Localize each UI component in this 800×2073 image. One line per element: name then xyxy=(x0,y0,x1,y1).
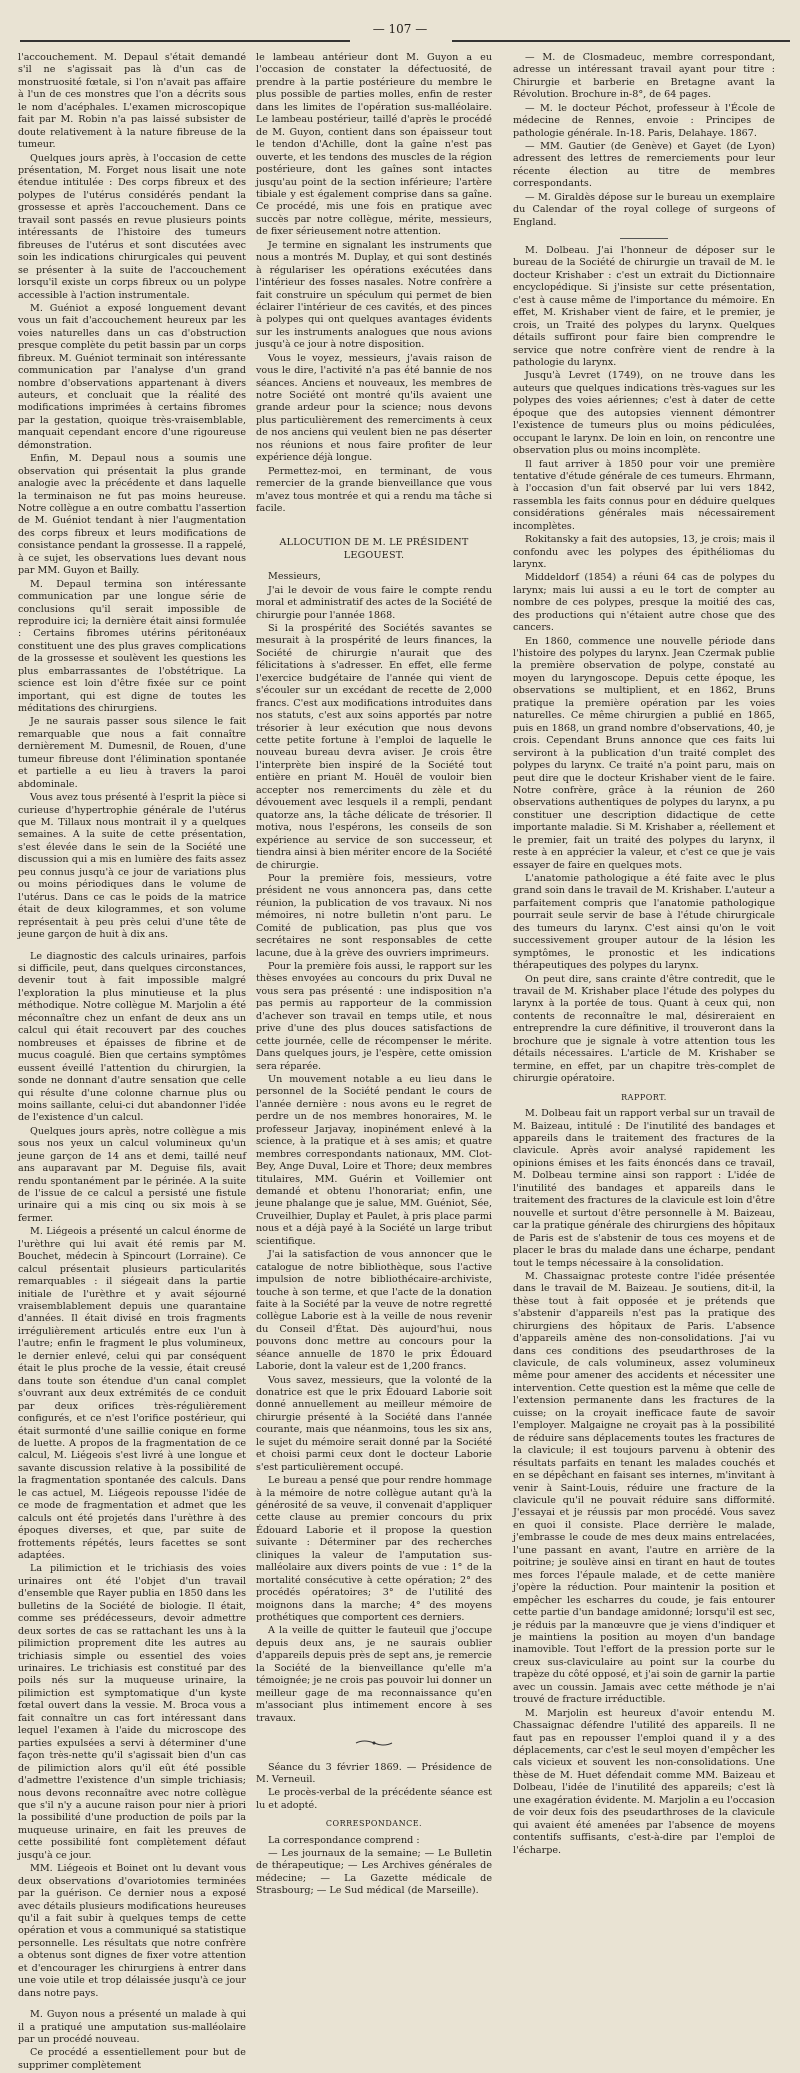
column-1 xyxy=(18,52,246,2073)
paragraph: Je ne saurais passer sous silence le fait remarquable que nous a fait connaître dernièrement M. Dumesnil, de Rouen, d'une tumeur fibreuse dont l'élimination spontanée et partielle a eu lieu à travers la paroi abdominale. xyxy=(18,716,246,790)
paragraph: M. Chassaignac proteste contre l'idée présentée dans le travail de M. Baizeau. Je soutiens, dit-il, la thèse tout à fait opposée et je prétends que s'abstenir d'appareils n'est pas la pratique des chirurgiens des hôpitaux de Paris. L'absence d'appareils amène des non-consolidations. J'ai vu dans ces conditions des pseudarthroses de la clavicule, de cals volumineux, assez volumineux même pour amener des accidents et nécessiter une intervention. Cette question est la même que celle de l'extension permanente dans les fractures de la cuisse; on la croyait inefficace faute de savoir l'employer. Malgaigne ne croyait pas à la possibilité de réduire sans déplacements toutes les fractures de la clavicule; il est toujours parvenu à obtenir des résultats parfaits en tenant les malades couchés et en se dépêchant en faisant ses internes, m'invitant à venir à Saint-Louis, réduire une fracture de la clavicule qu'il ne pouvait réduire sans difformité. J'essayai et je réussis par mon procédé. Vous savez en quoi il consiste. Place derrière le malade, j'embrasse le coude de mes deux mains entrelacées, l'une passant en avant, l'autre en arrière de la poitrine; je soulève ainsi en tirant en haut de toutes mes forces l'épaule malade, et de cette manière j'opère la réduction. Pour maintenir la position et empêcher les escharres du coude, je fais entourer cette partie d'un bandage amidonné; lorsqu'il est sec, je réduis par la manœuvre que je viens d'indiquer et je maintiens la position au moyen d'un bandage inamovible. Tout l'effort de la pression porte sur le creux sus-claviculaire au point sur la courbe du trapèze du côté opposé, et j'ai soin de garnir la partie avec un coussin. Jamais avec cette méthode je n'ai trouvé de fracture irréductible. xyxy=(513,1270,775,1706)
paragraph: M. Guyon nous a présenté un malade à qui il a pratiqué une amputation sus-malléolaire par un procédé nouveau. xyxy=(18,2009,246,2046)
paragraph: Vous savez, messieurs, que la volonté de la donatrice est que le prix Édouard Laborie soit donné annuellement au meilleur mémoire de chirurgie présenté à la Société dans l'année courante, mais que néanmoins, tous les six ans, le sujet du mémoire serait donné par la Société et choisi parmi ceux dont le docteur Laborie s'est particulièrement occupé. xyxy=(256,1374,492,1473)
paragraph: En 1860, commence une nouvelle période dans l'histoire des polypes du larynx. Jean Czermak publie la première observation de polype, constaté au moyen du laryngoscope. Depuis cette époque, les observations se multiplient, et en 1862, Bruns pratique la première opération par les voies naturelles. Ce même chirurgien a publié en 1865, puis en 1868, un grand nombre d'observations, 40, je crois. Cependant Bruns annonce que ces faits lui serviront à la publication d'un traité complet des polypes du larynx. Ce traité n'a point paru, mais on peut dire que le docteur Krishaber vient de le faire. Notre confrère, grâce à la réunion de 260 observations authentiques de polypes du larynx, a pu constituer une description didactique de cette importante maladie. Si M. Krishaber a, réellement et le premier, fait un traité des polypes du larynx, il reste à en apprécier la valeur, et c'est ce que je vais essayer de faire en quelques mots. xyxy=(513,635,775,871)
paragraph: Vous le voyez, messieurs, j'avais raison de vous le dire, l'activité n'a pas été bannie de nos séances. Anciens et nouveaux, les membres de notre Société ont montré qu'ils avaient une grande ardeur pour la science; nous devons plus particulièrement des remerciments à ceux de nos anciens qui veulent bien ne pas déserter nos réunions et nous faire profiter de leur expérience déjà longue. xyxy=(256,352,492,464)
allocution-title: ALLOCUTION DE M. LE PRÉSIDENT LEGOUEST. xyxy=(279,537,469,561)
column-2 xyxy=(256,52,492,1899)
paragraph: Pour la première fois, messieurs, votre président ne vous annoncera pas, dans cette réunion, la publication de vos travaux. Ni nos mémoires, ni notre bulletin n'ont paru. Le Comité de publication, pas plus que vos secrétaires ne sont responsables de cette lacune, due à la grève des ouvriers imprimeurs. xyxy=(256,872,492,959)
paragraph: l'accouchement. M. Depaul s'était demandé s'il ne s'agissait pas là d'un cas de monstruosité fœtale, si l'on n'avait pas affaire à l'un de ces monstres que l'on a décrits sous le nom d'acéphales. L'examen microscopique fait par M. Robin n'a pas laissé subsister de doute relativement à la nature fibreuse de la tumeur. xyxy=(18,52,246,151)
paragraph: L'anatomie pathologique a été faite avec le plus grand soin dans le travail de M. Krishaber. L'auteur a parfaitement compris que l'anatomie pathologique pourrait seule servir de base à l'étude chirurgicale des tumeurs du larynx. C'est ainsi qu'on le voit successivement grouper autour de la lésion les symptômes, le pronostic et les indications thérapeutiques des polypes du larynx. xyxy=(513,873,775,972)
paragraph: Ce procédé a essentiellement pour but de supprimer complètement xyxy=(18,2047,246,2071)
paragraph: — Les journaux de la semaine; — Le Bulletin de thérapeutique; — Les Archives générales de médecine; — La Gazette médicale de Strasbourg; — Le Sud médical (de Marseille). xyxy=(256,1848,492,1897)
paragraph: le lambeau antérieur dont M. Guyon a eu l'occasion de constater la défectuosité, de prendre à la partie postérieure du membre le plus possible de parties molles, enfin de rester dans les limites de l'opération sus-malléolaire. Le lambeau postérieur, taillé d'après le procédé de M. Guyon, contient dans son épaisseur tout le tendon d'Achille, dont la gaîne n'est pas ouverte, et les tendons des muscles de la région postérieure, dont les gaînes sont intactes jusqu'au point de la section inférieure; l'artère tibiale y est également comprise dans sa gaîne. Ce procédé, mis une fois en pratique avec succès par notre collègue, mérite, messieurs, de fixer sérieusement notre attention. xyxy=(256,52,492,238)
paragraph: M. Marjolin est heureux d'avoir entendu M. Chassaignac défendre l'utilité des appareils. Il ne faut pas en repousser l'emploi quand il y a des déplacements, car c'est le seul moyen d'empêcher les cals vicieux et souvent les non-consolidations. Une thèse de M. Huet défendait comme MM. Baizeau et Dolbeau, l'idée de l'inutilité des appareils; c'est là une exagération évidente. M. Marjolin a eu l'occasion de voir deux fois des pseudarthroses de la clavicule qui avaient été amenées par l'absence de moyens contentifs suffisants, c'est-à-dire par l'emploi de l'écharpe. xyxy=(513,1707,775,1856)
paragraph: — M. le docteur Péchot, professeur à l'École de médecine de Rennes, envoie : Principes de pathologie générale. In-18. Paris, Delahaye. 1867. xyxy=(513,102,775,139)
paragraph: Le bureau a pensé que pour rendre hommage à la mémoire de notre collègue autant qu'à la générosité de sa veuve, il convenait d'appliquer cette clause au premier concours du prix Édouard Laborie et il propose la question suivante : Déterminer par des recherches cliniques la valeur de l'amputation sus-malléolaire aux divers points de vue : 1° de la mortalité consécutive à cette opération; 2° des procédés opératoires; 3° de l'utilité des moignons dans la marche; 4° des moyens prothétiques que comportent ces derniers. xyxy=(256,1475,492,1624)
paragraph: — M. Giraldès dépose sur le bureau un exemplaire du Calendar of the royal college of surgeons of England. xyxy=(513,191,775,228)
paragraph: Jusqu'à Levret (1749), on ne trouve dans les auteurs que quelques indications très-vagues sur les polypes des voies aériennes; c'est à dater de cette époque que des autopsies viennent démontrer l'existence de tumeurs plus ou moins pédiculées, occupant le larynx. De loin en loin, on rencontre une observation plus ou moins incomplète. xyxy=(513,370,775,457)
header-rule-right xyxy=(452,40,790,42)
header-rule-left xyxy=(20,40,350,42)
paragraph: Vous avez tous présenté à l'esprit la pièce si curieuse d'hypertrophie générale de l'utérus que M. Tillaux nous montrait il y a quelques semaines. A la suite de cette présentation, s'est élevée dans le sein de la Société une discussion qui a mis en lumière des faits assez peu connus jusqu'à ce jour de variations plus ou moins périodiques dans le volume de l'utérus. Dans ce cas le poids de la matrice était de deux kilogrammes, et son volume représentait à peu près celui d'une tête de jeune garçon de huit à dix ans. xyxy=(18,792,246,941)
paragraph: M. Dolbeau. J'ai l'honneur de déposer sur le bureau de la Société de chirurgie un travail de M. le docteur Krishaber : c'est un extrait du Dictionnaire encyclopédique. Si j'insiste sur cette présentation, c'est à cause même de l'importance du mémoire. En effet, M. Krishaber vient de faire, et le premier, je crois, un Traité des polypes du larynx. Quelques détails suffiront pour faire bien comprendre le service que notre confrère vient de rendre à la pathologie du larynx. xyxy=(513,245,775,369)
salutation: Messieurs, xyxy=(268,571,321,583)
paragraph: — M. de Closmadeuc, membre correspondant, adresse un intéressant travail ayant pour titre : Chirurgie et barberie en Bretagne avant la Révolution. Brochure in-8°, de 64 pages. xyxy=(513,52,775,101)
paragraph: M. Depaul termina son intéressante communication par une longue série de conclusions qu'il serait impossible de reproduire ici; la dernière était ainsi formulée : Certains fibromes utérins péritonéaux constituent une des plus graves complications de la grossesse et soulèvent les questions les plus embarrassantes de l'obstétrique. La science est loin d'être fixée sur ce point important, qui est digne de toutes les méditations des chirurgiens. xyxy=(18,578,246,715)
paragraph: On peut dire, sans crainte d'être contredit, que le travail de M. Krishaber place l'étude des polypes du larynx à la portée de tous. Quant à ceux qui, non contents de reconnaître le mal, désireraient en entreprendre la cure définitive, il trouveront dans la brochure que je signale à votre attention tous les détails nécessaires. L'article de M. Krishaber se termine, en effet, par un chapitre très-complet de chirurgie opératoire. xyxy=(513,973,775,1085)
seance-heading: Séance du 3 février 1869. — Présidence de M. Verneuil. xyxy=(256,1761,492,1785)
paragraph: Quelques jours après, à l'occasion de cette présentation, M. Forget nous lisait une note étendue intitulée : Des corps fibreux et des polypes de l'utérus considérés pendant la grossesse et après l'accouchement. Dans ce travail sont passés en revue plusieurs points intéressants de l'histoire des tumeurs fibreuses de l'utérus et sont discutées avec soin les indications chirurgicales qui peuvent se présenter à la suite de l'accouchement lorsqu'il existe un corps fibreux ou un polype accessible à l'action instrumentale. xyxy=(18,152,246,301)
paragraph: MM. Liégeois et Boinet ont lu devant vous deux observations d'ovariotomies terminées par la guérison. Ce dernier nous a exposé avec détails plusieurs modifications heureuses qu'il a fait subir à quelques temps de cette opération et vous a communiqué sa statistique personnelle. Les résultats que notre confrère a obtenus sont dignes de fixer votre attention et d'encourager les chirurgiens à entrer dans une voie utile et trop délaissée jusqu'à ce jour dans notre pays. xyxy=(18,1863,246,1999)
paragraph: La correspondance comprend : xyxy=(268,1834,420,1846)
paragraph: Permettez-moi, en terminant, de vous remercier de la grande bienveillance que vous m'avez tous montrée et qui a rendu ma tâche si facile. xyxy=(256,465,492,514)
paragraph: Enfin, M. Depaul nous a soumis une observation qui présentait la plus grande analogie avec la précédente et dans laquelle la terminaison ne fut pas moins heureuse. Notre collègue a en outre combattu l'assertion de M. Guéniot tendant à nier l'augmentation des corps fibreux et leurs modifications de consistance pendant la grossesse. Il a rappelé, à ce sujet, les observations lues devant nous par MM. Guyon et Bailly. xyxy=(18,453,246,577)
ornament-icon xyxy=(354,1739,394,1747)
paragraph: Il faut arriver à 1850 pour voir une première tentative d'étude générale de ces tumeurs. Ehrmann, à l'occasion d'un fait observé par lui vers 1842, rassembla les faits connus pour en déduire quelques considérations générales mais nécessairement incomplètes. xyxy=(513,458,775,532)
paragraph: — MM. Gautier (de Genève) et Gayet (de Lyon) adressent des lettres de remerciements pour leur récente élection au titre de membres correspondants. xyxy=(513,140,775,190)
paragraph: Pour la première fois aussi, le rapport sur les thèses envoyées au concours du prix Duval ne vous sera pas présenté : une indisposition n'a pas permis au rapporteur de la commission d'achever son travail en temps utile, et nous prive d'une des plus douces satisfactions de cette journée, celle de récompenser le mérite. Dans quelques jours, je l'espère, cette omission sera réparée. xyxy=(256,960,492,1072)
paragraph: Middeldorf (1854) a réuni 64 cas de polypes du larynx; mais lui aussi a eu le tort de compter au nombre de ces polypes, presque la moitié des cas, des productions qui n'étaient autre chose que des cancers. xyxy=(513,572,775,634)
paragraph: J'ai la satisfaction de vous annoncer que le catalogue de notre bibliothèque, sous l'active impulsion de notre bibliothécaire-archiviste, touche à son terme, et que l'acte de la donation faite à la Société par la veuve de notre regretté collègue Laborie est à la veille de nous revenir du Conseil d'État. Dès aujourd'hui, nous pouvons donc mettre au concours pour la séance annuelle de 1870 le prix Édouard Laborie, dont la valeur est de 1,200 francs. xyxy=(256,1249,492,1373)
paragraph: M. Liégeois a présenté un calcul énorme de l'urèthre qui lui avait été remis par M. Bouchet, médecin à Spincourt (Lorraine). Ce calcul présentait plusieurs particularités remarquables : il siégeait dans la partie initiale de l'urèthre et y avait séjourné vraisemblablement depuis une quarantaine d'années. Il était divisé en trois fragments irrégulièrement articulés entre eux l'un à l'autre; enfin le fragment le plus volumineux, le dernier enlevé, celui qui par conséquent était le plus proche de la vessie, était creusé dans toute son étendue d'un canal complet s'ouvrant aux deux extrémités de ce conduit par deux orifices très-régulièrement configurés, et ce n'est l'orifice postérieur, qui était surmonté d'une saillie conique en forme de luette. A propos de la fragmentation de ce calcul, M. Liégeois s'est livré à une longue et savante discussion relative à la possibilité de la fragmentation spontanée des calculs. Dans le cas actuel, M. Liégeois repousse l'idée de ce mode de fragmentation et admet que les calculs ont été projetés dans l'urèthre à des époques diverses, et que, par suite de frottements répétés, leurs facettes se sont adaptées. xyxy=(18,1226,246,1562)
paragraph: J'ai le devoir de vous faire le compte rendu moral et administratif des actes de la Société de chirurgie pour l'année 1868. xyxy=(256,584,492,621)
paragraph: Le procès-verbal de la précédente séance est lu et adopté. xyxy=(256,1787,492,1811)
paragraph: Rokitansky a fait des autopsies, 13, je crois; mais il confondu avec les polypes des épithéliomas du larynx. xyxy=(513,534,775,571)
paragraph: Un mouvement notable a eu lieu dans le personnel de la Société pendant le cours de l'année dernière : nous avons eu le regret de perdre un de nos membres honoraires, M. le professeur Jarjavay, inopinément enlevé à la science, à la pratique et à ses amis; et quatre membres correspondants nationaux, MM. Clot-Bey, Ange Duval, Loire et Thore; deux membres titulaires, MM. Guérin et Voillemier ont demandé et obtenu l'honorariat; enfin, une jeune phalange que je salue, MM. Guéniot, Sée, Cruveilhier, Duplay et Paulet, à pris place parmi nous et a déjà payé à la Société un large tribut scientifique. xyxy=(256,1073,492,1247)
paragraph: A la veille de quitter le fauteuil que j'occupe depuis deux ans, je ne saurais oublier d'appareils depuis près de sept ans, je remercie la Société de la bienveillance qu'elle m'a témoignée; je ne crois pas pouvoir lui donner un meilleur gage de ma reconnaissance qu'en m'associant plus intimement encore à ses travaux. xyxy=(256,1625,492,1724)
ornament-divider xyxy=(256,1737,492,1749)
paragraph: Quelques jours après, notre collègue a mis sous nos yeux un calcul volumineux qu'un jeune garçon de 14 ans et demi, taillé neuf ans auparavant par M. Deguise fils, avait rendu spontanément par le périnée. A la suite de l'issue de ce calcul a persisté une fistule urinaire qui a mis cinq ou six mois à se fermer. xyxy=(18,1125,246,1224)
paragraph: Si la prospérité des Sociétés savantes se mesurait à la prospérité de leurs finances, la Société de chirurgie n'aurait que des félicitations à s'adresser. En effet, elle ferme l'exercice budgétaire de l'année qui vient de s'écouler sur un excédant de recette de 2,000 francs. C'est aux modifications introduites dans nos statuts, c'est aux soins apportés par notre trésorier à leur exécution que nous devons cette petite fortune à l'emploi de laquelle le nouveau bureau devra aviser. Je crois être l'interprète bien inspiré de la Société tout entière en priant M. Houël de vouloir bien accepter nos remerciments du zèle et du dévouement avec lesquels il a rempli, pendant quatorze ans, la tâche délicate de trésorier. Il motiva, nous l'espérons, les conseils de son expérience au service de son successeur, et tiendra ainsi à bien mériter encore de la Société de chirurgie. xyxy=(256,622,492,871)
paragraph: M. Dolbeau fait un rapport verbal sur un travail de M. Baizeau, intitulé : De l'inutilité des bandages et appareils dans le traitement des fractures de la clavicule. Après avoir analysé rapidement les opinions émises et les faits énoncés dans ce travail, M. Dolbeau termine ainsi son rapport : L'idée de l'inutilité des bandages et appareils dans le traitement des fractures de la clavicule est loin d'être nouvelle et surtout d'être personnelle à M. Baizeau, car la pratique générale des chirurgiens des hôpitaux de Paris est de s'abstenir de tous ces moyens et de placer le bras du malade dans une écharpe, pendant tout le temps nécessaire à la consolidation. xyxy=(513,1108,775,1269)
paragraph: Je termine en signalant les instruments que nous a montrés M. Duplay, et qui sont destinés à régulariser les opérations exécutées dans l'intérieur des fosses nasales. Notre confrère a fait construire un spéculum qui permet de bien éclairer l'intérieur de ces cavités, et des pinces à polypes qui ont quelques avantages évidents sur les instruments analogues que nous avions jusqu'à ce jour à notre disposition. xyxy=(256,239,492,351)
column-3 xyxy=(513,52,775,1858)
rapport-title: RAPPORT. xyxy=(621,1092,667,1102)
section-rule xyxy=(620,238,668,239)
paragraph: Le diagnostic des calculs urinaires, parfois si difficile, peut, dans quelques circonstances, devenir tout à fait impossible malgré l'exploration la plus minutieuse et la plus méthodique. Notre collègue M. Marjolin a été méconnaître chez un enfant de deux ans un calcul qui était recouvert par des couches nombreuses et épaisses de fibrine et de mucus coagulé. Bien que certains symptômes eussent éveillé l'attention du chirurgien, la sonde ne donnant d'autre sensation que celle qui résulte d'une colonne charnue plus ou moins saillante, celui-ci dut abandonner l'idée de l'existence d'un calcul. xyxy=(18,950,246,1124)
page-number: — 107 — xyxy=(372,22,428,36)
correspondance-title: CORRESPONDANCE. xyxy=(325,1819,423,1829)
paragraph: M. Guéniot a exposé longuement devant vous un fait d'accouchement heureux par les voies naturelles dans un cas d'obstruction presque complète du petit bassin par un corps fibreux. M. Guéniot terminait son intéressante communication par l'analyse d'un grand nombre d'observations appartenant à divers auteurs, et concluait que la réalité des modifications imprimées à certains fibromes par la gestation, quoique très-vraisemblable, manquait cependant encore d'une rigoureuse démonstration. xyxy=(18,302,246,451)
paragraph: La pilimiction et le trichiasis des voies urinaires ont été l'objet d'un travail d'ensemble que Rayer publia en 1850 dans les bulletins de la Société de biologie. Il était, comme ses prédécesseurs, devoir admettre deux sortes de cas se rattachant les uns à la pilimiction proprement dite les autres au trichiasis simple ou essentiel des voies urinaires. Le trichiasis est constitué par des poils nés sur la muqueuse urinaire, la pilimiction est symptomatique d'un kyste fœtal ouvert dans la vessie. M. Broca vous a fait connaître un cas fort intéressant dans lequel l'examen à l'aide du microscope des parties expulsées a servi à déterminer d'une façon très-nette qu'il s'agissait bien d'un cas de pilimiction alors qu'il eût été possible d'admettre l'existence d'un simple trichiasis; nous devons reconnaître avec notre collègue que s'il n'y a aucune raison pour nier à priori la possibilité d'une production de poils par la muqueuse urinaire, en fait les preuves de cette possibilité font complètement défaut jusqu'à ce jour. xyxy=(18,1563,246,1861)
